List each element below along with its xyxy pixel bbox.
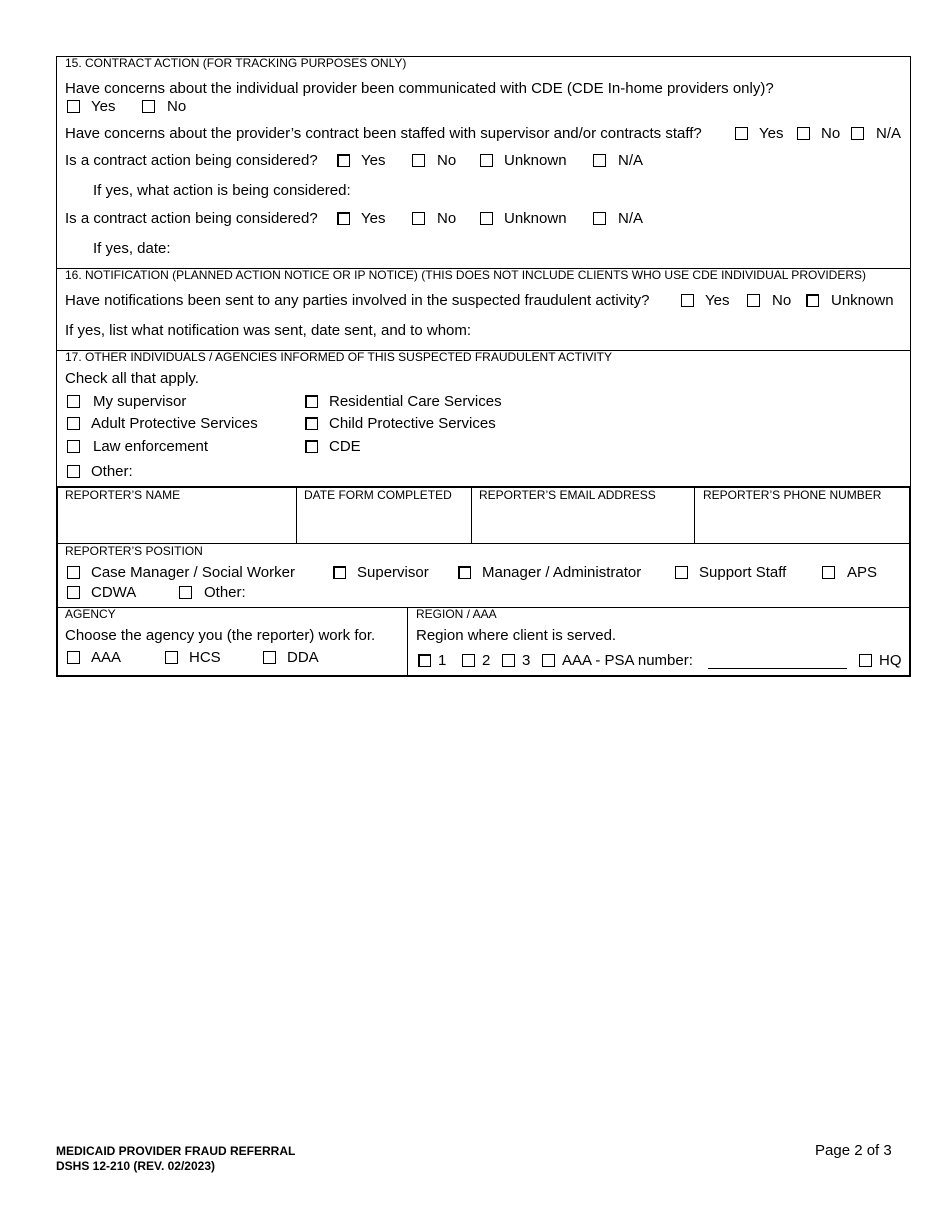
q-contract-action-1: Is a contract action being considered? — [65, 152, 318, 169]
cdwa-label: CDWA — [91, 584, 137, 601]
agency-aaa-checkbox[interactable] — [67, 651, 80, 664]
law-enforcement-label: Law enforcement — [93, 438, 209, 455]
contract-action-2-yes-label: Yes — [361, 210, 386, 227]
cde-communicated-no-checkbox[interactable] — [142, 100, 155, 113]
other-position-label: Other: — [204, 584, 246, 601]
region-label: REGION / AAA — [416, 607, 497, 621]
date-completed-label: DATE FORM COMPLETED — [304, 488, 452, 502]
contract-action-1-no-checkbox[interactable] — [412, 154, 425, 167]
supervisor-label: Supervisor — [357, 564, 429, 581]
contract-staffed-no-label: No — [821, 125, 841, 142]
case-manager-checkbox[interactable] — [67, 566, 80, 579]
form-title: MEDICAID PROVIDER FRAUD REFERRAL — [56, 1144, 296, 1158]
q-contract-staffed: Have concerns about the provider’s contract been staffed with supervisor and/or contracts staff? — [65, 125, 702, 142]
region-3-label: 3 — [522, 652, 531, 669]
region-2-checkbox[interactable] — [462, 654, 475, 667]
q-cde-communicated: Have concerns about the individual provider been communicated with CDE (CDE In-home providers only)? — [65, 80, 774, 97]
agency-instruction: Choose the agency you (the reporter) work for. — [65, 627, 376, 644]
region-hq-checkbox[interactable] — [859, 654, 872, 667]
contract-staffed-na-label: N/A — [876, 125, 902, 142]
page-number: Page 2 of 3 — [815, 1142, 892, 1159]
cde-communicated-yes-checkbox[interactable] — [67, 100, 80, 113]
cdwa-checkbox[interactable] — [67, 586, 80, 599]
notifications-no-label: No — [772, 292, 792, 309]
reporter-info-row — [56, 486, 911, 544]
region-3-checkbox[interactable] — [502, 654, 515, 667]
child-protective-services-checkbox[interactable] — [305, 417, 318, 430]
q-contract-action-2-followup: If yes, date: — [93, 240, 171, 257]
reporter-phone-label: REPORTER’S PHONE NUMBER — [703, 488, 882, 502]
other-informed-label: Other: — [91, 463, 133, 480]
divider — [296, 488, 297, 544]
agency-dda-label: DDA — [287, 649, 319, 666]
region-aaa-psa-checkbox[interactable] — [542, 654, 555, 667]
contract-action-1-unknown-label: Unknown — [504, 152, 567, 169]
notifications-unknown-checkbox[interactable] — [806, 294, 819, 307]
manager-administrator-label: Manager / Administrator — [482, 564, 642, 581]
contract-action-2-yes-checkbox[interactable] — [337, 212, 350, 225]
residential-care-services-label: Residential Care Services — [329, 393, 502, 410]
contract-action-2-unknown-label: Unknown — [504, 210, 567, 227]
agency-dda-checkbox[interactable] — [263, 651, 276, 664]
reporter-position-label: REPORTER’S POSITION — [65, 544, 203, 558]
region-1-label: 1 — [438, 652, 447, 669]
q-contract-action-1-followup: If yes, what action is being considered: — [93, 182, 351, 199]
contract-action-2-na-label: N/A — [618, 210, 644, 227]
contract-action-1-yes-checkbox[interactable] — [337, 154, 350, 167]
divider — [471, 488, 472, 544]
section-17-header: 17. OTHER INDIVIDUALS / AGENCIES INFORMED OF THIS SUSPECTED FRAUDULENT ACTIVITY — [65, 350, 612, 364]
contract-action-1-na-label: N/A — [618, 152, 644, 169]
child-protective-services-label: Child Protective Services — [329, 415, 496, 432]
my-supervisor-checkbox[interactable] — [67, 395, 80, 408]
agency-aaa-label: AAA — [91, 649, 122, 666]
aps-label: APS — [847, 564, 878, 581]
region-aaa-psa-label: AAA - PSA number: — [562, 652, 693, 669]
section-16-notification — [56, 268, 911, 351]
adult-protective-services-label: Adult Protective Services — [91, 415, 258, 432]
case-manager-label: Case Manager / Social Worker — [91, 564, 295, 581]
contract-staffed-no-checkbox[interactable] — [797, 127, 810, 140]
divider — [694, 488, 695, 544]
residential-care-services-checkbox[interactable] — [305, 395, 318, 408]
agency-label: AGENCY — [65, 607, 116, 621]
other-informed-checkbox[interactable] — [67, 465, 80, 478]
contract-action-1-unknown-checkbox[interactable] — [480, 154, 493, 167]
notifications-unknown-label: Unknown — [831, 292, 894, 309]
region-hq-label: HQ — [879, 652, 902, 669]
contract-staffed-yes-label: Yes — [759, 125, 784, 142]
cde-checkbox[interactable] — [305, 440, 318, 453]
contract-staffed-yes-checkbox[interactable] — [735, 127, 748, 140]
manager-administrator-checkbox[interactable] — [458, 566, 471, 579]
reporter-position-row — [56, 543, 911, 608]
section-16-header: 16. NOTIFICATION (PLANNED ACTION NOTICE OR IP NOTICE) (THIS DOES NOT INCLUDE CLIENTS WHO USE CDE INDIVIDUAL PROVIDERS) — [65, 268, 866, 282]
agency-region-row — [56, 607, 911, 677]
region-2-label: 2 — [482, 652, 491, 669]
q-notifications-details: If yes, list what notification was sent, date sent, and to whom: — [65, 322, 472, 339]
contract-action-2-na-checkbox[interactable] — [593, 212, 606, 225]
notifications-yes-label: Yes — [705, 292, 730, 309]
psa-number-field[interactable] — [708, 668, 847, 669]
region-1-checkbox[interactable] — [418, 654, 431, 667]
region-instruction: Region where client is served. — [416, 627, 617, 644]
cde-communicated-no-label: No — [167, 98, 187, 115]
reporter-name-label: REPORTER’S NAME — [65, 488, 181, 502]
contract-action-2-unknown-checkbox[interactable] — [480, 212, 493, 225]
q-contract-action-2: Is a contract action being considered? — [65, 210, 318, 227]
contract-staffed-na-checkbox[interactable] — [851, 127, 864, 140]
my-supervisor-label: My supervisor — [93, 393, 187, 410]
notifications-yes-checkbox[interactable] — [681, 294, 694, 307]
supervisor-checkbox[interactable] — [333, 566, 346, 579]
notifications-no-checkbox[interactable] — [747, 294, 760, 307]
section-17-others-informed — [56, 350, 911, 487]
other-position-checkbox[interactable] — [179, 586, 192, 599]
support-staff-label: Support Staff — [699, 564, 787, 581]
support-staff-checkbox[interactable] — [675, 566, 688, 579]
agency-hcs-checkbox[interactable] — [165, 651, 178, 664]
contract-action-1-no-label: No — [437, 152, 457, 169]
form-number: DSHS 12-210 (REV. 02/2023) — [56, 1159, 215, 1173]
reporter-email-label: REPORTER’S EMAIL ADDRESS — [479, 488, 656, 502]
contract-action-2-no-label: No — [437, 210, 457, 227]
aps-checkbox[interactable] — [822, 566, 835, 579]
cde-communicated-yes-label: Yes — [91, 98, 116, 115]
check-all-instruction: Check all that apply. — [65, 370, 199, 387]
agency-hcs-label: HCS — [189, 649, 221, 666]
contract-action-1-na-checkbox[interactable] — [593, 154, 606, 167]
divider — [407, 608, 408, 676]
q-notifications-sent: Have notifications been sent to any parties involved in the suspected fraudulent activity? — [65, 292, 650, 309]
contract-action-1-yes-label: Yes — [361, 152, 386, 169]
section-15-header: 15. CONTRACT ACTION (FOR TRACKING PURPOSES ONLY) — [65, 56, 407, 70]
adult-protective-services-checkbox[interactable] — [67, 417, 80, 430]
contract-action-2-no-checkbox[interactable] — [412, 212, 425, 225]
law-enforcement-checkbox[interactable] — [67, 440, 80, 453]
section-15-contract-action — [56, 56, 911, 269]
cde-label: CDE — [329, 438, 361, 455]
